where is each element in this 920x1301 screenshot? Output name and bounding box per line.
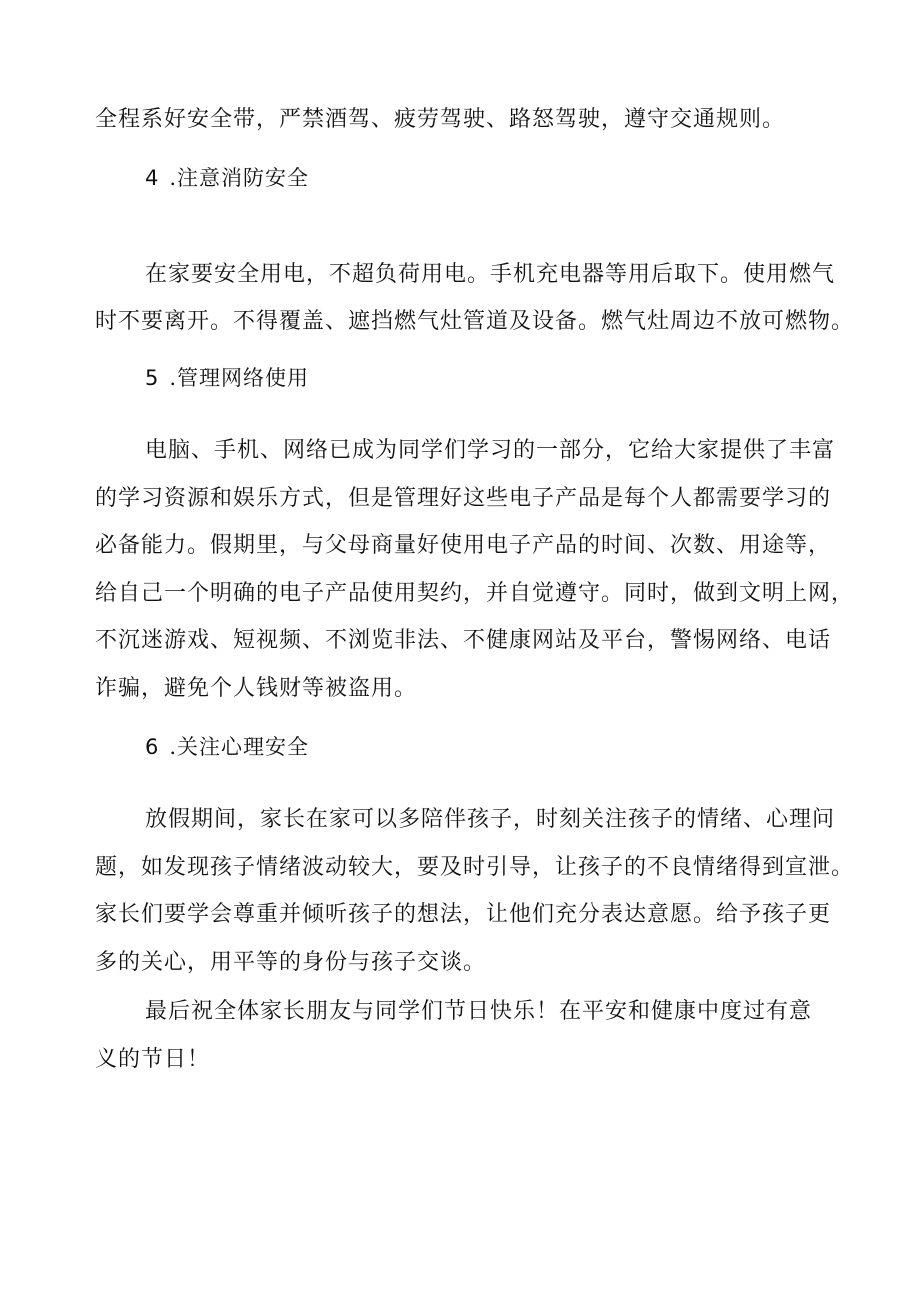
intro-line: 全程系好安全带，严禁酒驾、疲劳驾驶、路怒驾驶，遵守交通规则。 [95,107,786,132]
section-title: .注意消防安全 [169,166,310,190]
section-heading-6 [145,732,309,762]
section-title: .管理网络使用 [169,366,310,390]
section-heading-4 [145,163,309,193]
section-heading-5 [145,363,309,393]
section-number: 4 [145,166,160,190]
paragraph-line: 放假期间，家长在家可以多陪伴孩子，时刻关注孩子的情绪、心理问 [145,807,836,832]
paragraph-line: 电脑、手机、网络已成为同学们学习的一部分，它给大家提供了丰富 [145,438,836,463]
paragraph-line: 多的关心，用平等的身份与孩子交谈。 [95,950,487,975]
paragraph-line: 不沉迷游戏、短视频、不浏览非法、不健康网站及平台，警惕网络、电话 [95,628,832,653]
paragraph-line: 诈骗，避免个人钱财等被盗用。 [95,676,418,701]
paragraph-line: 在家要安全用电，不超负荷用电。手机充电器等用后取下。使用燃气 [145,262,836,287]
closing-line: 义的节日！ [95,1047,211,1072]
paragraph-line: 家长们要学会尊重并倾听孩子的想法，让他们充分表达意愿。给予孩子更 [95,902,832,927]
section-number: 6 [145,735,160,759]
paragraph-line: 的学习资源和娱乐方式，但是管理好这些电子产品是每个人都需要学习的 [95,486,832,511]
paragraph-line: 给自己一个明确的电子产品使用契约，并自觉遵守。同时，做到文明上网， [95,581,855,606]
section-number: 5 [145,366,160,390]
closing-line: 最后祝全体家长朋友与同学们节日快乐！在平安和健康中度过有意 [145,999,813,1024]
paragraph-line: 必备能力。假期里，与父母商量好使用电子产品的时间、次数、用途等， [95,533,832,558]
section-title: .关注心理安全 [169,735,310,759]
paragraph-line: 时不要离开。不得覆盖、遮挡燃气灶管道及设备。燃气灶周边不放可燃物。 [95,309,855,334]
paragraph-line: 题，如发现孩子情绪波动较大，要及时引导，让孩子的不良情绪得到宣泄。 [95,855,855,880]
